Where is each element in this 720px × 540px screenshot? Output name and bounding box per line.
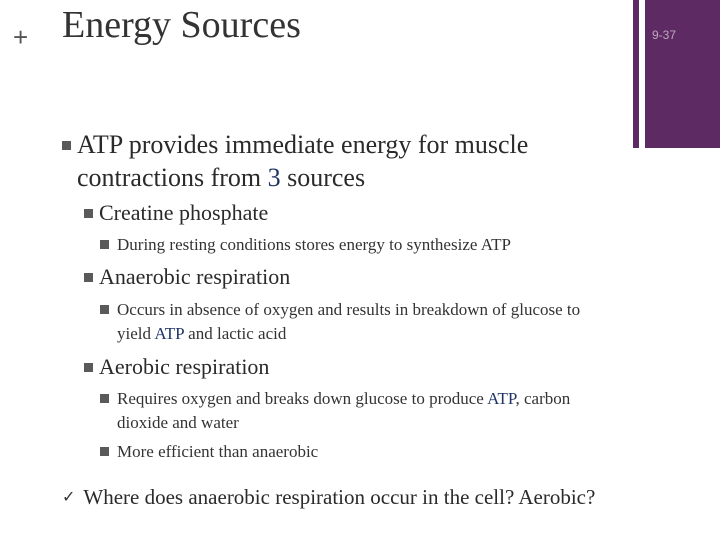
aerobic-detail-2 xyxy=(100,440,318,464)
square-bullet-icon xyxy=(84,273,93,282)
anaerobic-detail-line2 xyxy=(117,322,580,346)
detail-text: yield xyxy=(117,324,155,343)
main-point-line1: ATP provides immediate energy for muscle xyxy=(77,130,529,159)
aerobic-detail-1 xyxy=(100,387,570,435)
detail-suffix: , carbon xyxy=(515,389,571,408)
creatine-detail xyxy=(100,233,511,257)
line2-suffix: sources xyxy=(280,163,366,192)
anaerobic-item xyxy=(84,264,290,290)
square-bullet-icon xyxy=(100,394,109,403)
question-text: Where does anaerobic respiration occur in the cell? Aerobic? xyxy=(83,485,596,509)
aerobic-heading: Aerobic respiration xyxy=(99,354,270,379)
detail-text: Requires oxygen and breaks down glucose to produce xyxy=(117,389,488,408)
square-bullet-icon xyxy=(100,240,109,249)
square-bullet-icon xyxy=(100,447,109,456)
square-bullet-icon xyxy=(100,305,109,314)
slide-title: Energy Sources xyxy=(62,4,301,46)
aerobic-detail-1-line1 xyxy=(117,387,570,411)
main-point xyxy=(62,128,528,194)
accent-bar-thin xyxy=(633,0,639,148)
aerobic-detail-1-line2: dioxide and water xyxy=(117,413,239,432)
atp-term: ATP xyxy=(154,324,184,343)
main-point-text xyxy=(77,128,528,194)
checkmark-icon: ✓ xyxy=(62,487,76,506)
main-point-line2 xyxy=(77,161,528,194)
accent-bar xyxy=(645,0,720,148)
slide-number: 9-37 xyxy=(652,28,677,42)
atp-term: ATP xyxy=(487,389,516,408)
creatine-detail-text: During resting conditions stores energy to synthesize ATP xyxy=(117,235,511,254)
aerobic-detail-2-text: More efficient than anaerobic xyxy=(117,442,319,461)
anaerobic-detail-line1: Occurs in absence of oxygen and results in breakdown of glucose to xyxy=(117,300,581,319)
anaerobic-detail-text xyxy=(117,298,580,346)
square-bullet-icon xyxy=(84,363,93,372)
question-item xyxy=(62,484,595,510)
source-count: 3 xyxy=(267,163,281,192)
line2-text: contractions from xyxy=(77,163,268,192)
plus-mark: + xyxy=(13,22,29,52)
detail-suffix: and lactic acid xyxy=(183,324,287,343)
creatine-item xyxy=(84,200,268,226)
anaerobic-heading: Anaerobic respiration xyxy=(99,264,291,289)
square-bullet-icon xyxy=(62,141,71,150)
square-bullet-icon xyxy=(84,209,93,218)
anaerobic-detail xyxy=(100,298,580,346)
aerobic-detail-1-text xyxy=(117,387,570,435)
creatine-heading: Creatine phosphate xyxy=(99,200,269,225)
aerobic-item xyxy=(84,354,269,380)
